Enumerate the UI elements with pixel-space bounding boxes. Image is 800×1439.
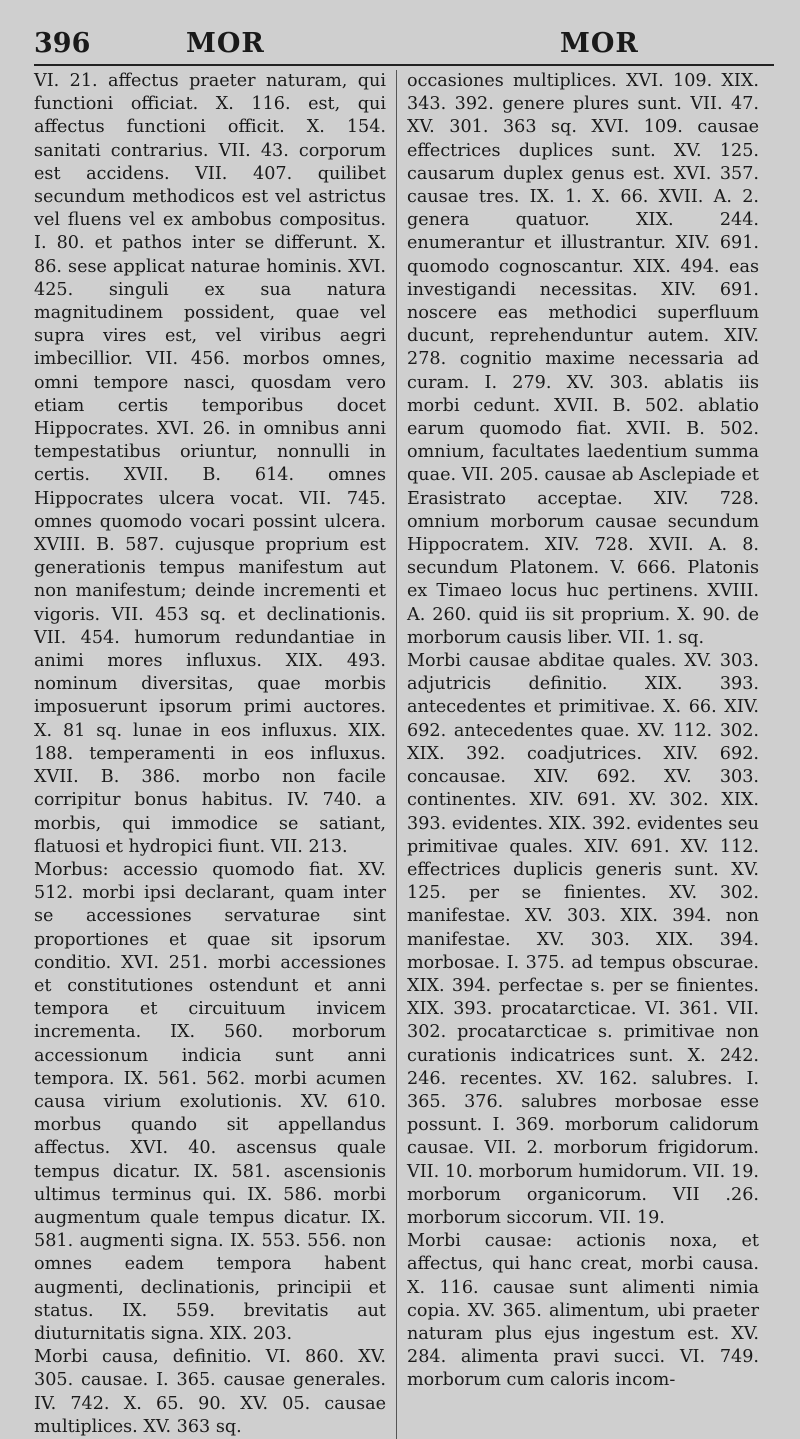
left-column bbox=[34, 70, 386, 1439]
index-entry: Morbi causae abditae quales. XV. 303. adjutricis definitio. XIX. 393. antecedentes et primitivae. X. 66. XIV. 692. antecedentes quae. XV. 112. 302. XIX. 392. coadjutrices. XIV. 692. concausae. XIV. 692. XV. 303. continentes. XIV. 691. XV. 302. XIX. 393. evidentes. XIX. 392. evidentes seu primitivae quales. XIV. 691. XV. 112. effectrices duplicis generis sunt. XV. 125. per se finientes. XV. 302. manifestae. XV. 303. XIX. 394. non manifestae. XV. 303. XIX. 394. morbosae. I. 375. ad tempus obscurae. XIX. 394. perfectae s. per se finientes. XIX. 393. procatarcticae. VI. 361. VII. 302. procatarcticae s. primitivae non curationis indicatrices sunt. X. 242. 246. recentes. XV. 162. salubres. I. 365. 376. salubres morbosae esse possunt. I. 369. morborum calidorum causae. VII. 2. morborum frigidorum. VII. 10. morborum humidorum. VII. 19. morborum organicorum. VII .26. morborum siccorum. VII. 19. bbox=[407, 651, 759, 1228]
page-header bbox=[34, 20, 774, 66]
running-head-right: MOR bbox=[560, 28, 639, 59]
index-entry: Morbi causa, definitio. VI. 860. XV. 305. causae. I. 365. causae generales. IV. 742. X. 65. 90. XV. 05. causae multiplices. XV. 363 sq. bbox=[34, 1347, 386, 1437]
index-entry: VI. 21. affectus praeter naturam, qui functioni officiat. X. 116. est, qui affectus functioni officit. X. 154. sanitati contrarius. VII. 43. corporum est accidens. VII. 407. quilibet secundum methodicos est vel astrictus vel fluens vel ex ambobus compositus. I. 80. et pathos inter se differunt. X. 86. sese applicat naturae hominis. XVI. 425. singuli ex sua natura magnitudinem possident, quae vel supra vires est, vel viribus aegri imbecillior. VII. 456. morbos omnes, omni tempore nasci, quosdam vero etiam certis temporibus docet Hippocrates. XVI. 26. in omnibus anni tempestatibus oriuntur, nonnulli in certis. XVII. B. 614. omnes Hippocrates ulcera vocat. VII. 745. omnes quomodo vocari possint ulcera. XVIII. B. 587. cujusque proprium est generationis tempus manifestum aut non manifestum; deinde incrementi et vigoris. VII. 453 sq. et declinationis. VII. 454. humorum redundantiae in animi mores influxus. XIX. 493. nominum diversitas, quae morbis imposuerunt ipsorum primi auctores. X. 81 sq. lunae in eos influxus. XIX. 188. temperamenti in eos influxus. XVII. B. 386. morbo non facile corripitur bonus habitus. IV. 740. a morbis, qui immodice se satiant, flatuosi et hydropici fiunt. VII. 213. bbox=[34, 71, 386, 857]
running-head-left: MOR bbox=[186, 28, 265, 59]
index-entry: Morbi causae: actionis noxa, et affectus, qui hanc creat, morbi causa. X. 116. causae sunt alimenti nimia copia. XV. 365. alimentum, ubi praeter naturam plus ejus ingestum est. XV. 284. alimenta pravi succi. VI. 749. morborum cum caloris incom- bbox=[407, 1231, 759, 1391]
index-entry: Morbus: accessio quomodo fiat. XV. 512. morbi ipsi declarant, quam inter se accessiones servaturae sint proportiones et quae sit ipsorum conditio. XVI. 251. morbi accessiones et constitutiones ostendunt et anni tempora et circuituum invicem incrementa. IX. 560. morborum accessionum indicia sunt anni tempora. IX. 561. 562. morbi acumen causa virium exolutionis. XV. 610. morbus quando sit appellandus affectus. XVI. 40. ascensus quale tempus dicatur. IX. 581. ascensionis ultimus terminus qui. IX. 586. morbi augmentum quale tempus dicatur. IX. 581. augmenti signa. IX. 553. 556. non omnes eadem tempora habent augmenti, declinationis, principii et status. IX. 559. brevitatis aut diuturnitatis signa. XIX. 203. bbox=[34, 859, 386, 1344]
right-column bbox=[396, 70, 759, 1439]
page-number: 396 bbox=[34, 28, 91, 59]
index-entry: occasiones multiplices. XVI. 109. XIX. 343. 392. genere plures sunt. VII. 47. XV. 301. 363 sq. XVI. 109. causae effectrices duplices sunt. XV. 125. causarum duplex genus est. XVI. 357. causae tres. IX. 1. X. 66. XVII. A. 2. genera quatuor. XIX. 244. enumerantur et illustrantur. XIV. 691. quomodo cognoscantur. XIX. 494. eas investigandi necessitas. XIV. 691. noscere eas methodici superfluum ducunt, reprehenduntur autem. XIV. 278. cognitio maxime necessaria ad curam. I. 279. XV. 303. ablatis iis morbi cedunt. XVII. B. 502. ablatio earum quomodo fiat. XVII. B. 502. omnium, facultates laedentium summa quae. VII. 205. causae ab Asclepiade et Erasistrato acceptae. XIV. 728. omnium morborum causae secundum Hippocratem. XIV. 728. XVII. A. 8. secundum Platonem. V. 666. Platonis ex Timaeo locus huc pertinens. XVIII. A. 260. quid iis sit proprium. X. 90. de morborum causis liber. VII. 1. sq. bbox=[407, 71, 759, 648]
text-columns bbox=[34, 70, 774, 1439]
